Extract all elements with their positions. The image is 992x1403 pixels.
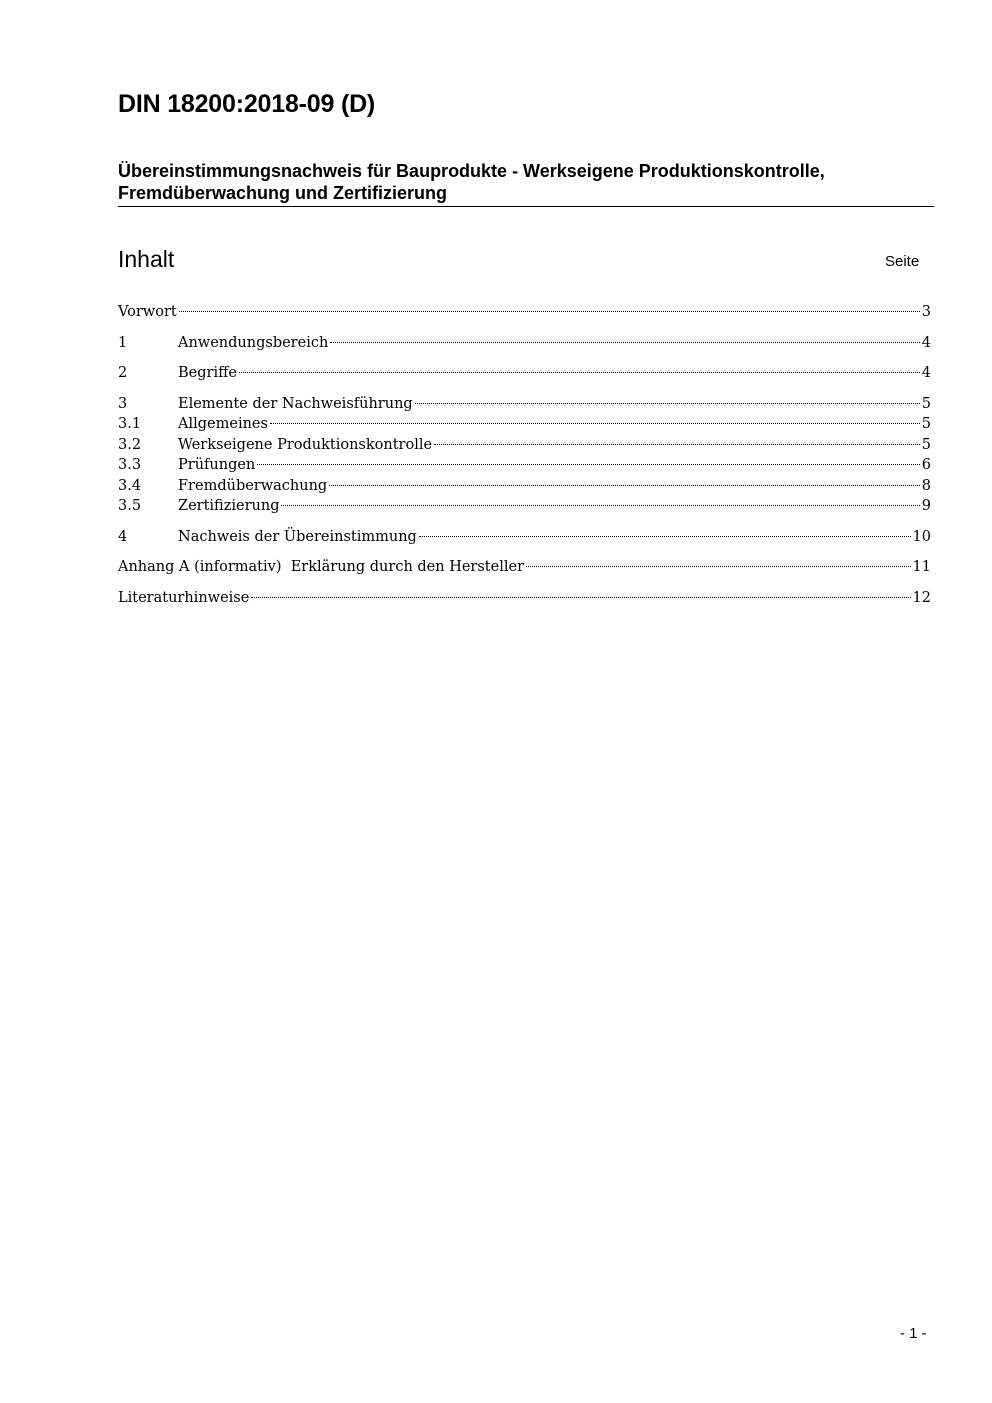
toc-entry-title[interactable]: Anhang A (informativ) Erklärung durch den Hersteller bbox=[118, 559, 524, 575]
toc-entry-number: 3 bbox=[118, 395, 128, 412]
table-of-contents bbox=[118, 302, 931, 608]
toc-entry-page: 12 bbox=[912, 589, 931, 606]
toc-entry-title[interactable]: Nachweis der Übereinstimmung bbox=[178, 528, 417, 545]
toc-entry-page: 5 bbox=[921, 416, 931, 432]
document-subtitle bbox=[118, 160, 934, 207]
toc-entry-page: 8 bbox=[921, 477, 931, 494]
toc-leader-dots bbox=[526, 566, 911, 567]
toc-entry-number: 1 bbox=[118, 334, 128, 351]
toc-entry-3-3[interactable] bbox=[118, 455, 931, 476]
toc-entry-page: 11 bbox=[912, 559, 931, 575]
toc-entry-page: 5 bbox=[921, 436, 931, 453]
toc-leader-dots bbox=[239, 372, 920, 373]
toc-entry-page: 10 bbox=[912, 528, 931, 545]
toc-entry-3-4[interactable] bbox=[118, 476, 931, 497]
toc-leader-dots bbox=[329, 485, 920, 486]
toc-entry-vorwort[interactable] bbox=[118, 302, 931, 323]
toc-entry-literaturhinweise[interactable] bbox=[118, 588, 931, 609]
toc-entry-title[interactable]: Vorwort bbox=[118, 304, 177, 320]
subtitle-line-2: Fremdüberwachung und Zertifizierung bbox=[118, 183, 448, 203]
toc-entry-page: 9 bbox=[921, 498, 931, 514]
toc-leader-dots bbox=[270, 423, 920, 424]
toc-entry-title[interactable]: Elemente der Nachweisführung bbox=[178, 395, 413, 412]
toc-leader-dots bbox=[330, 342, 919, 343]
toc-entry-3-1[interactable] bbox=[118, 414, 931, 435]
toc-leader-dots bbox=[419, 536, 911, 537]
toc-entry-page: 4 bbox=[921, 365, 931, 381]
toc-entry-number: 3.1 bbox=[118, 416, 142, 432]
toc-entry-title[interactable]: Begriffe bbox=[178, 365, 237, 381]
page-number: - 1 - bbox=[900, 1325, 927, 1342]
toc-entry-title[interactable]: Prüfungen bbox=[178, 457, 256, 473]
toc-leader-dots bbox=[251, 597, 910, 598]
toc-page-column-label: Seite bbox=[885, 253, 920, 270]
toc-entry-3-5[interactable] bbox=[118, 496, 931, 517]
toc-leader-dots bbox=[434, 444, 920, 445]
toc-entry-number: 3.2 bbox=[118, 436, 142, 453]
toc-entry-number: 3.3 bbox=[118, 457, 142, 473]
toc-entry-3-2[interactable] bbox=[118, 435, 931, 456]
toc-entry-title[interactable]: Fremdüberwachung bbox=[178, 477, 328, 494]
toc-entry-page: 4 bbox=[921, 334, 931, 351]
toc-entry-title[interactable]: Werkseigene Produktionskontrolle bbox=[178, 436, 433, 453]
toc-entry-number: 4 bbox=[118, 528, 128, 545]
toc-entry-4[interactable] bbox=[118, 527, 931, 548]
toc-leader-dots bbox=[415, 403, 920, 404]
toc-leader-dots bbox=[257, 464, 919, 465]
toc-entry-title[interactable]: Literaturhinweise bbox=[118, 589, 250, 606]
toc-entry-number: 2 bbox=[118, 365, 128, 381]
toc-entry-2[interactable] bbox=[118, 363, 931, 384]
toc-entry-title[interactable]: Allgemeines bbox=[178, 416, 268, 432]
toc-entry-title[interactable]: Anwendungsbereich bbox=[178, 334, 329, 351]
toc-entry-anhang-a[interactable] bbox=[118, 557, 931, 578]
toc-entry-title[interactable]: Zertifizierung bbox=[178, 498, 280, 514]
subtitle-line-1: Übereinstimmungsnachweis für Bauprodukte - Werkseigene Produktionskontrolle, bbox=[118, 161, 825, 181]
document-title: DIN 18200:2018-09 (D) bbox=[118, 90, 376, 118]
toc-heading: Inhalt bbox=[118, 246, 175, 272]
toc-leader-dots bbox=[179, 311, 920, 312]
toc-entry-number: 3.5 bbox=[118, 498, 142, 514]
toc-entry-1[interactable] bbox=[118, 333, 931, 354]
toc-entry-page: 5 bbox=[921, 395, 931, 412]
toc-entry-page: 3 bbox=[921, 304, 931, 320]
toc-entry-3[interactable] bbox=[118, 394, 931, 415]
toc-leader-dots bbox=[281, 505, 919, 506]
toc-entry-number: 3.4 bbox=[118, 477, 142, 494]
toc-entry-page: 6 bbox=[921, 457, 931, 473]
